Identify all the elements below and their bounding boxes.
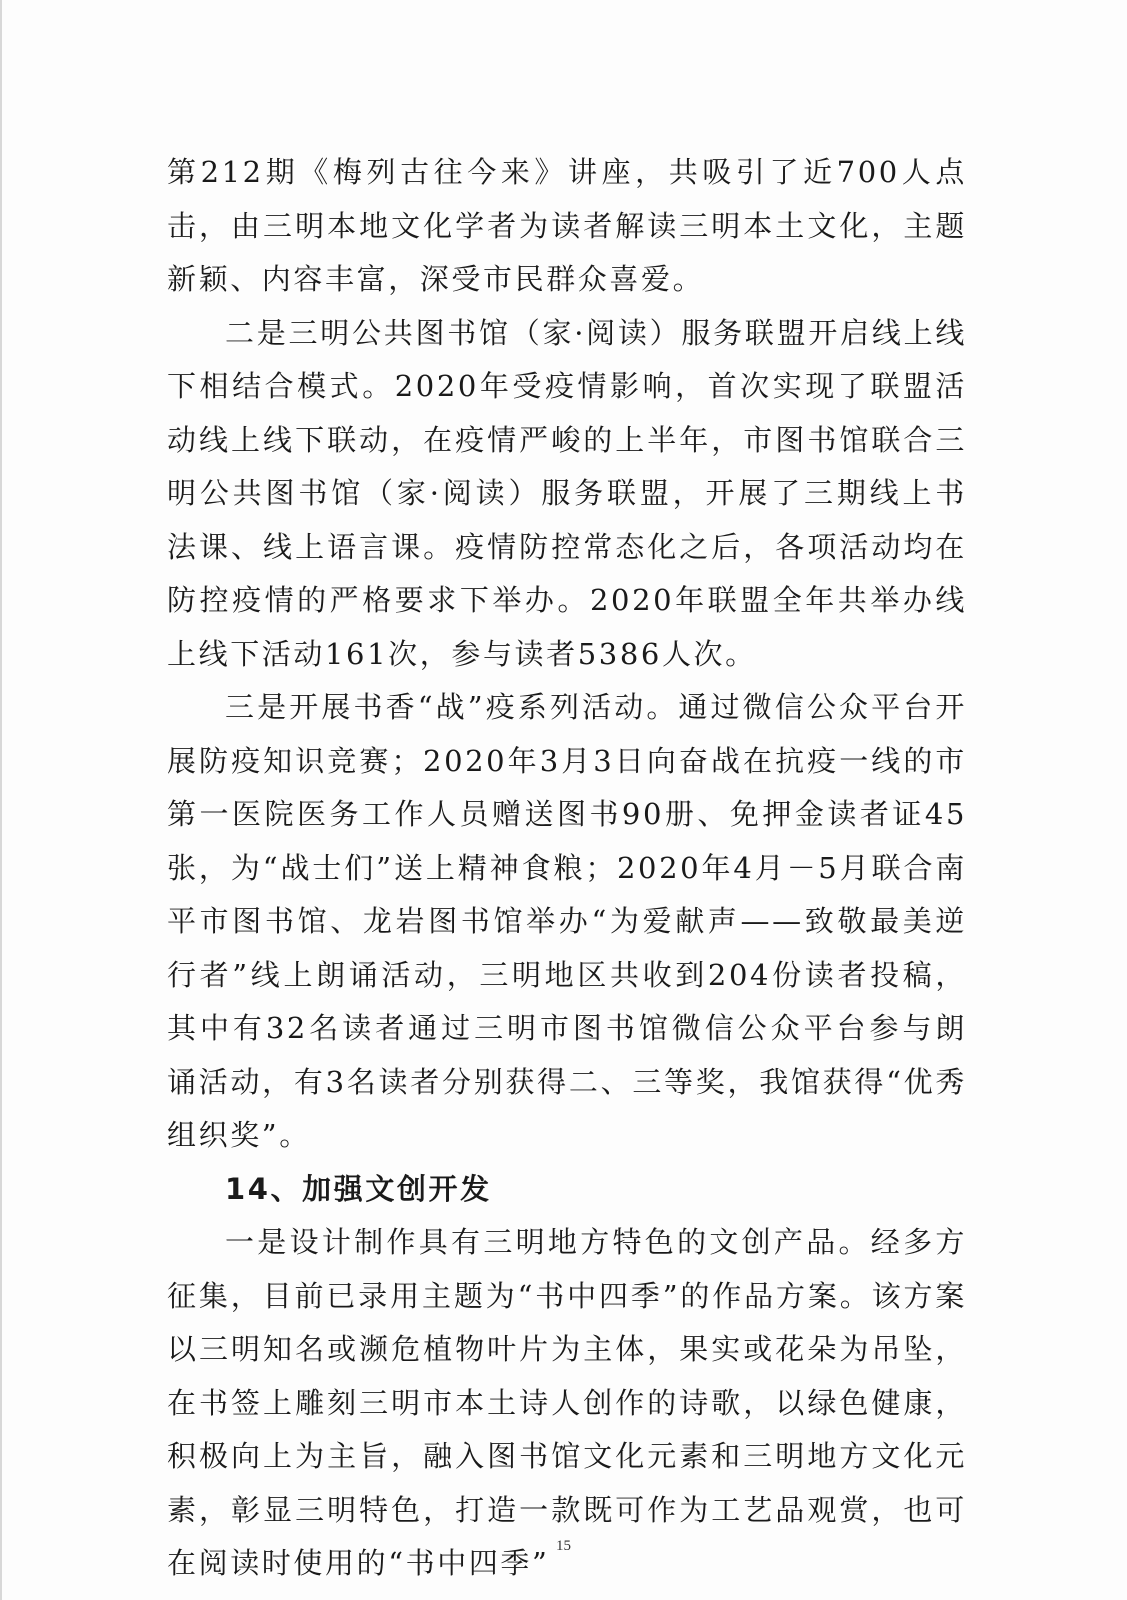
section-heading: 14、加强文创开发 bbox=[225, 1171, 492, 1206]
paragraph-reading-alliance: 二是三明公共图书馆（家·阅读）服务联盟开启线上线下相结合模式。2020年受疫情影响，首次实现了联盟活动线上线下联动，在疫情严峻的上半年，市图书馆联合三明公共图书馆（家·阅读）服务联盟，开展了三期线上书法课、线上语言课。疫情防控常态化之后，各项活动均在防控疫情的严格要求下举办。2020年联盟全年共举办线上线下活动161次，参与读者5386人次。 bbox=[167, 315, 967, 671]
scan-edge bbox=[0, 0, 2, 1600]
document-body bbox=[167, 146, 967, 1591]
page-number: 15 bbox=[556, 1538, 571, 1554]
paragraph-cultural-products: 一是设计制作具有三明地方特色的文创产品。经多方征集，目前已录用主题为“书中四季”的作品方案。该方案以三明知名或濒危植物叶片为主体，果实或花朵为吊坠，在书签上雕刻三明市本土诗人创作的诗歌，以绿色健康，积极向上为主旨，融入图书馆文化元素和三明地方文化元素，彰显三明特色，打造一款既可作为工艺品观赏，也可在阅读时使用的“书中四季” bbox=[167, 1225, 967, 1580]
paragraph-lecture: 第212期《梅列古往今来》讲座，共吸引了近700人点击，由三明本地文化学者为读者解读三明本土文化，主题新颖、内容丰富，深受市民群众喜爱。 bbox=[167, 155, 967, 296]
paragraph-epidemic-activities: 三是开展书香“战”疫系列活动。通过微信公众平台开展防疫知识竞赛；2020年3月3日向奋战在抗疫一线的市第一医院医务工作人员赠送图书90册、免押金读者证45张，为“战士们”送上精神食粮；2020年4月－5月联合南平市图书馆、龙岩图书馆举办“为爱献声——致敬最美逆行者”线上朗诵活动，三明地区共收到204份读者投稿，其中有32名读者通过三明市图书馆微信公众平台参与朗诵活动，有3名读者分别获得二、三等奖，我馆获得“优秀组织奖”。 bbox=[167, 690, 967, 1152]
